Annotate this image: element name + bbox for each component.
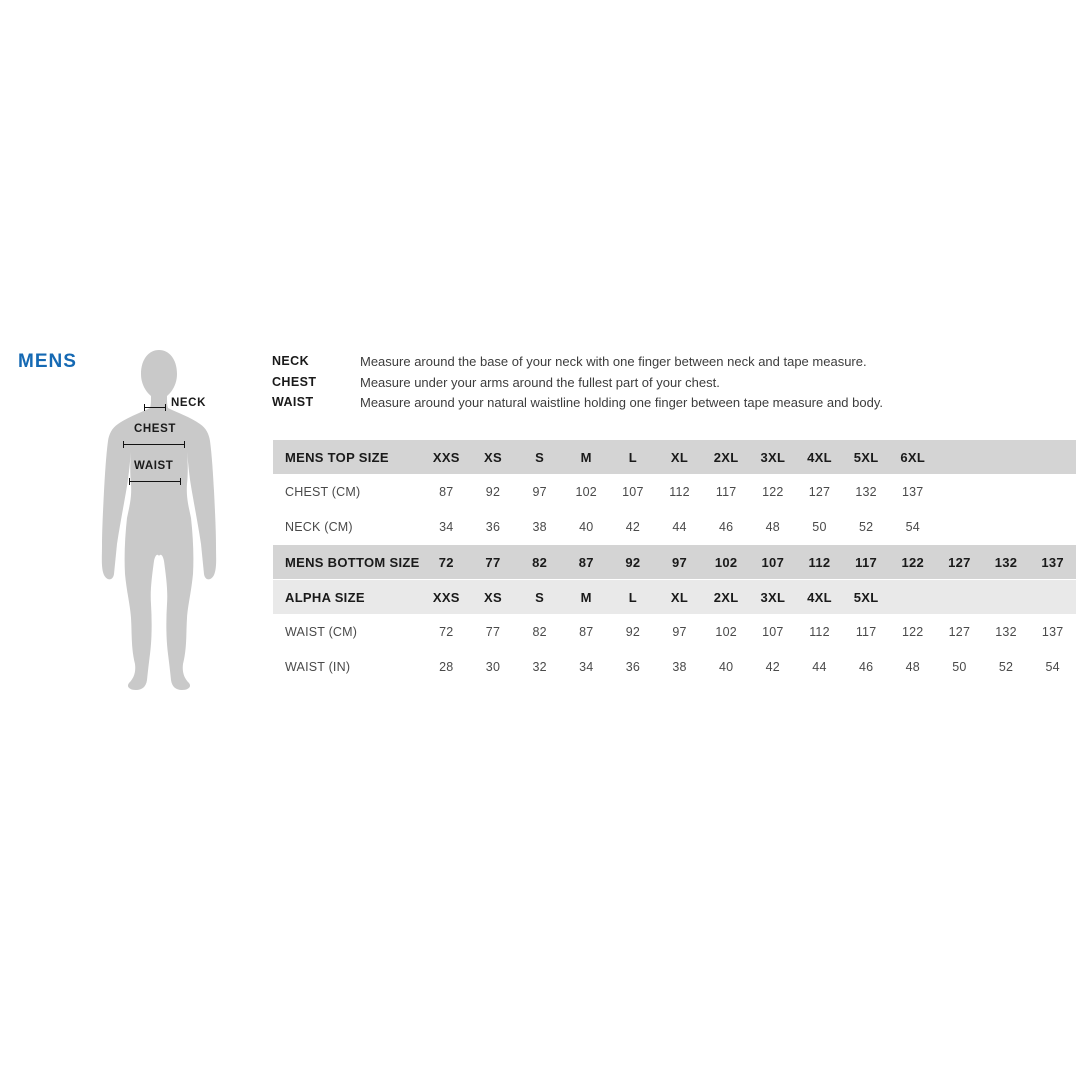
- table-cell: L: [628, 449, 637, 465]
- table-cell: XL: [670, 589, 689, 605]
- table-cell: 127: [948, 554, 971, 570]
- table-cell: XXS: [432, 449, 460, 465]
- table-cell: M: [580, 449, 592, 465]
- table-cell: 32: [532, 659, 547, 674]
- measurement-definitions: [272, 354, 1002, 416]
- table-cell: S: [535, 589, 545, 605]
- table-cell: 92: [485, 484, 501, 499]
- table-cell: 102: [714, 554, 738, 570]
- mens-body-silhouette-icon: [90, 346, 230, 696]
- table-cell: 4XL: [807, 589, 832, 605]
- table-cell: 42: [765, 659, 780, 674]
- table-cell: 5XL: [853, 449, 879, 465]
- table-cell: 54: [905, 519, 920, 534]
- table-cell: 3XL: [760, 589, 786, 605]
- table-cell: 97: [532, 484, 547, 499]
- row-label: NECK (CM): [285, 519, 353, 534]
- table-cell: 2XL: [713, 589, 739, 605]
- table-cell: 122: [902, 624, 924, 639]
- table-cell: 30: [485, 659, 501, 674]
- table-cell: 48: [765, 519, 780, 534]
- table-cell: 137: [1041, 624, 1064, 639]
- definition-term: CHEST: [272, 374, 317, 389]
- table-cell: 82: [532, 554, 548, 570]
- table-cell: 52: [998, 659, 1014, 674]
- table-cell: 137: [902, 484, 924, 499]
- table-cell: 92: [625, 624, 641, 639]
- table-cell: 87: [579, 624, 594, 639]
- table-cell: 77: [485, 554, 501, 570]
- chest-measure-label: CHEST: [134, 423, 176, 435]
- table-cell: 48: [905, 659, 920, 674]
- table-cell: 107: [761, 554, 785, 570]
- definition-row: [272, 354, 1002, 375]
- table-cell: 42: [625, 519, 641, 534]
- table-row: [273, 649, 1076, 684]
- page-title: MENS: [18, 351, 77, 372]
- table-cell: XXS: [432, 589, 460, 605]
- table-cell: XL: [670, 449, 689, 465]
- table-cell: 46: [858, 659, 874, 674]
- table-cell: 38: [532, 519, 547, 534]
- table-cell: 112: [808, 554, 831, 570]
- row-label: MENS TOP SIZE: [285, 449, 389, 465]
- table-cell: 112: [669, 484, 690, 499]
- chest-measure-line: [123, 441, 185, 448]
- table-cell: 117: [715, 484, 737, 499]
- table-cell: 50: [812, 519, 827, 534]
- table-cell: 28: [439, 659, 454, 674]
- table-cell: 102: [715, 624, 737, 639]
- table-row: [273, 545, 1076, 579]
- table-cell: 2XL: [713, 449, 739, 465]
- table-cell: 132: [994, 554, 1018, 570]
- definition-text: Measure around your natural waistline holding one finger between tape measure and body.: [360, 395, 883, 410]
- table-cell: 97: [672, 624, 687, 639]
- table-cell: M: [580, 589, 592, 605]
- definition-term: NECK: [272, 354, 310, 368]
- table-cell: 36: [625, 659, 641, 674]
- table-cell: 72: [438, 554, 454, 570]
- table-cell: 122: [762, 484, 784, 499]
- table-cell: 3XL: [760, 449, 786, 465]
- neck-measure-label: NECK: [171, 397, 206, 409]
- table-cell: 6XL: [900, 449, 926, 465]
- table-cell: 102: [575, 484, 597, 499]
- table-cell: 44: [672, 519, 687, 534]
- table-cell: L: [628, 589, 637, 605]
- table-cell: 97: [671, 554, 688, 570]
- table-cell: 5XL: [853, 589, 879, 605]
- table-row: [273, 509, 1076, 544]
- waist-measure-line: [129, 478, 181, 485]
- table-cell: 36: [485, 519, 501, 534]
- table-cell: 87: [578, 554, 594, 570]
- table-cell: 46: [719, 519, 734, 534]
- row-label: WAIST (CM): [285, 624, 358, 639]
- definition-text: Measure under your arms around the fullest part of your chest.: [360, 374, 720, 390]
- row-label: CHEST (CM): [285, 484, 361, 499]
- definition-term: WAIST: [272, 395, 314, 409]
- table-cell: 87: [439, 484, 454, 499]
- table-cell: XS: [483, 589, 502, 605]
- table-cell: 92: [625, 554, 641, 570]
- table-cell: 122: [901, 554, 925, 570]
- definition-text: Measure around the base of your neck with one finger between neck and tape measure.: [360, 354, 867, 369]
- table-row: [273, 474, 1076, 509]
- table-cell: 34: [579, 659, 594, 674]
- table-cell: 54: [1045, 659, 1060, 674]
- waist-measure-label: WAIST: [134, 460, 174, 472]
- table-cell: 137: [1041, 554, 1064, 570]
- table-cell: 107: [762, 624, 784, 639]
- table-cell: 112: [809, 624, 830, 639]
- table-cell: 44: [812, 659, 827, 674]
- table-cell: 4XL: [807, 449, 832, 465]
- table-row: [273, 580, 1076, 614]
- row-label: ALPHA SIZE: [285, 589, 365, 605]
- table-cell: 117: [855, 624, 877, 639]
- table-cell: 117: [855, 554, 878, 570]
- neck-measure-line: [144, 404, 166, 411]
- table-cell: 52: [858, 519, 874, 534]
- table-cell: 40: [719, 659, 734, 674]
- table-cell: 38: [672, 659, 687, 674]
- table-cell: 82: [532, 624, 547, 639]
- size-table: [273, 440, 1076, 684]
- table-cell: 132: [995, 624, 1017, 639]
- definition-row: [272, 375, 1002, 396]
- table-cell: 50: [952, 659, 967, 674]
- table-cell: 107: [622, 484, 644, 499]
- table-cell: 127: [808, 484, 831, 499]
- table-cell: 72: [439, 624, 454, 639]
- table-cell: 34: [439, 519, 454, 534]
- table-cell: 40: [579, 519, 594, 534]
- table-cell: 127: [948, 624, 971, 639]
- table-cell: XS: [483, 449, 502, 465]
- table-cell: 132: [855, 484, 877, 499]
- table-cell: S: [535, 449, 545, 465]
- table-row: [273, 440, 1076, 474]
- row-label: WAIST (IN): [285, 659, 351, 674]
- definition-row: [272, 395, 1002, 416]
- table-cell: 77: [485, 624, 501, 639]
- row-label: MENS BOTTOM SIZE: [285, 554, 420, 570]
- table-row: [273, 614, 1076, 649]
